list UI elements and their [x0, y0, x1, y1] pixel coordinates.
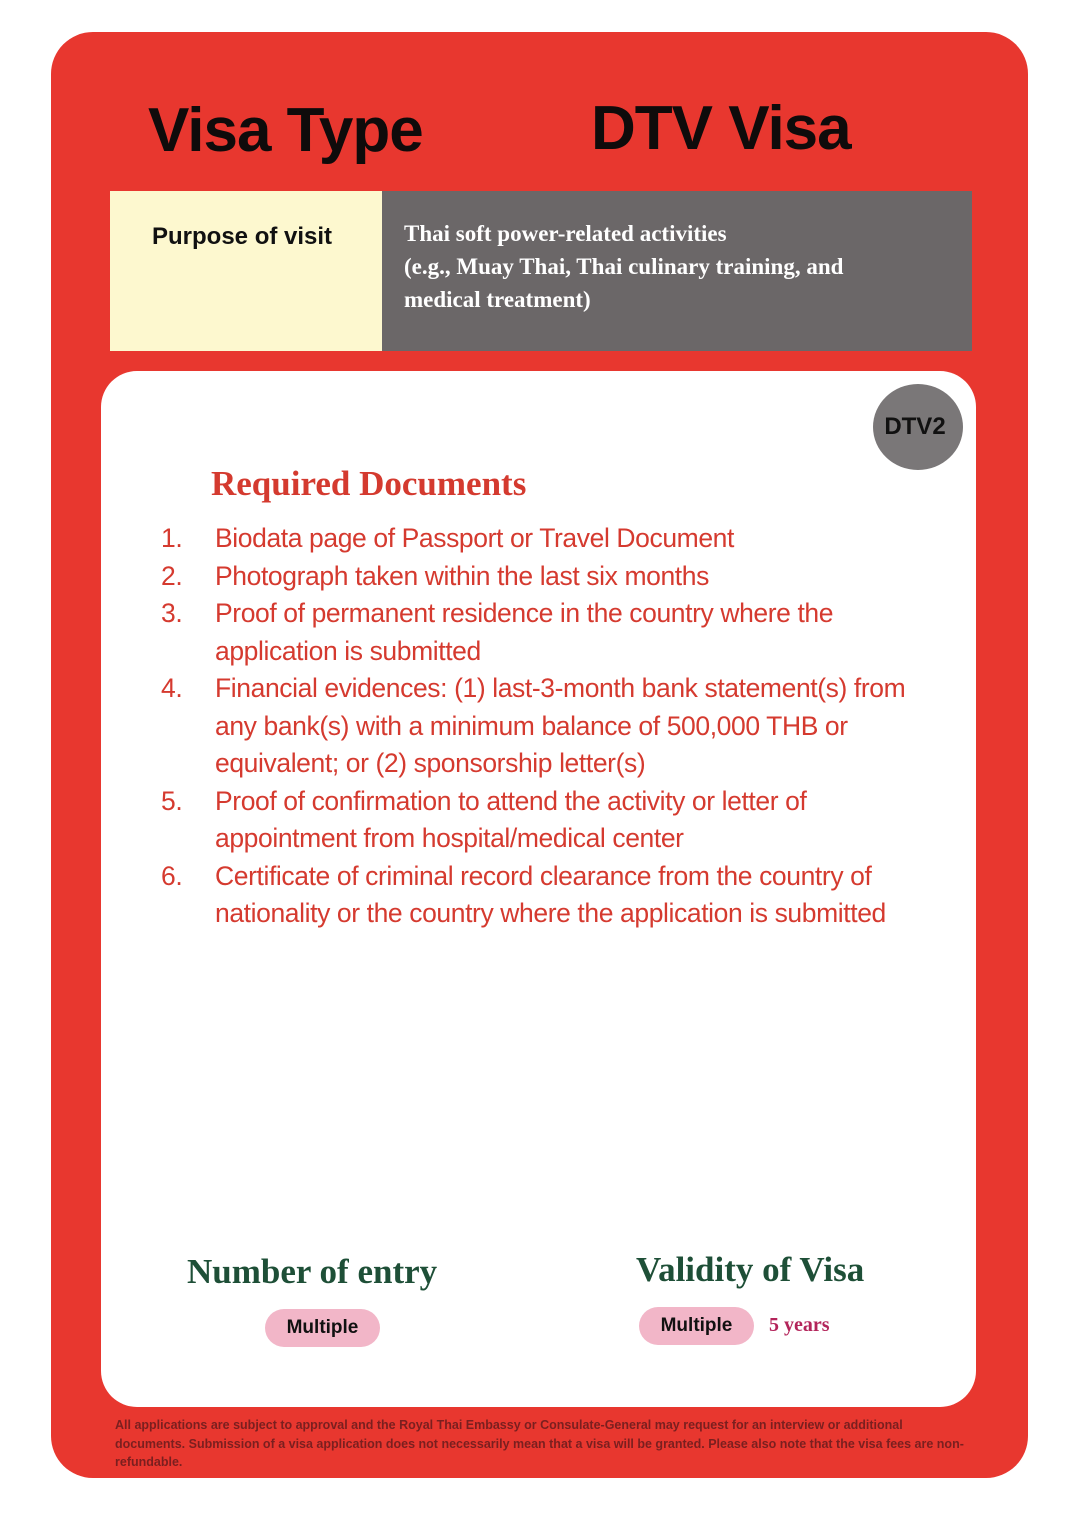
- document-number: 2.: [161, 560, 183, 591]
- purpose-of-visit-box: [110, 191, 972, 351]
- document-number: 1.: [161, 523, 183, 553]
- document-text: Photograph taken within the last six months: [215, 560, 709, 591]
- purpose-label: Purpose of visit: [152, 223, 333, 250]
- document-number: 5.: [161, 785, 183, 816]
- validity-duration: 5 years: [769, 1314, 830, 1336]
- title-row: [51, 32, 1028, 192]
- document-number: 3.: [161, 598, 183, 628]
- document-item: [161, 858, 951, 933]
- validity-value-pill: Multiple: [639, 1307, 754, 1345]
- dtv2-badge: [873, 384, 963, 470]
- required-documents-title: Required Documents: [211, 464, 527, 503]
- document-text: Proof of confirmation to attend the activity or letter of appointment from hospital/medical center: [215, 785, 807, 853]
- purpose-label-cell: [110, 191, 382, 351]
- document-item: [161, 783, 951, 858]
- document-item: [161, 595, 951, 670]
- visa-type-label: Visa Type: [148, 96, 423, 165]
- document-item: [161, 670, 951, 783]
- document-number: 6.: [161, 860, 183, 891]
- visa-card: [51, 32, 1028, 1478]
- document-text: Financial evidences: (1) last-3-month bank statement(s) from any bank(s) with a minimum balance of 500,000 THB or equivalent; or (2) sponsorship letter(s): [215, 673, 906, 778]
- badge-code: DTV2: [884, 413, 946, 440]
- disclaimer-footnote: All applications are subject to approval and the Royal Thai Embassy or Consulate-General may request for an interview or additional documents. Submission of a visa application does not necessarily mean that a visa will be granted. Please also note that the visa fees are non-refundable.: [115, 1418, 964, 1469]
- entry-value-pill: Multiple: [265, 1309, 380, 1347]
- document-text: Biodata page of Passport or Travel Document: [215, 523, 734, 553]
- number-of-entry-title: Number of entry: [187, 1252, 438, 1291]
- document-number: 4.: [161, 673, 183, 703]
- required-documents-list: [161, 520, 951, 933]
- purpose-value-cell: [382, 191, 972, 351]
- purpose-value: Thai soft power-related activities (e.g., Muay Thai, Thai culinary training, and medical treatment): [404, 221, 844, 312]
- document-text: Certificate of criminal record clearance from the country of nationality or the country where the application is submitted: [215, 860, 886, 928]
- document-text: Proof of permanent residence in the country where the application is submitted: [215, 598, 834, 666]
- document-item: [161, 558, 951, 596]
- validity-of-visa-title: Validity of Visa: [636, 1250, 865, 1289]
- visa-name: DTV Visa: [591, 94, 851, 163]
- document-item: [161, 520, 951, 558]
